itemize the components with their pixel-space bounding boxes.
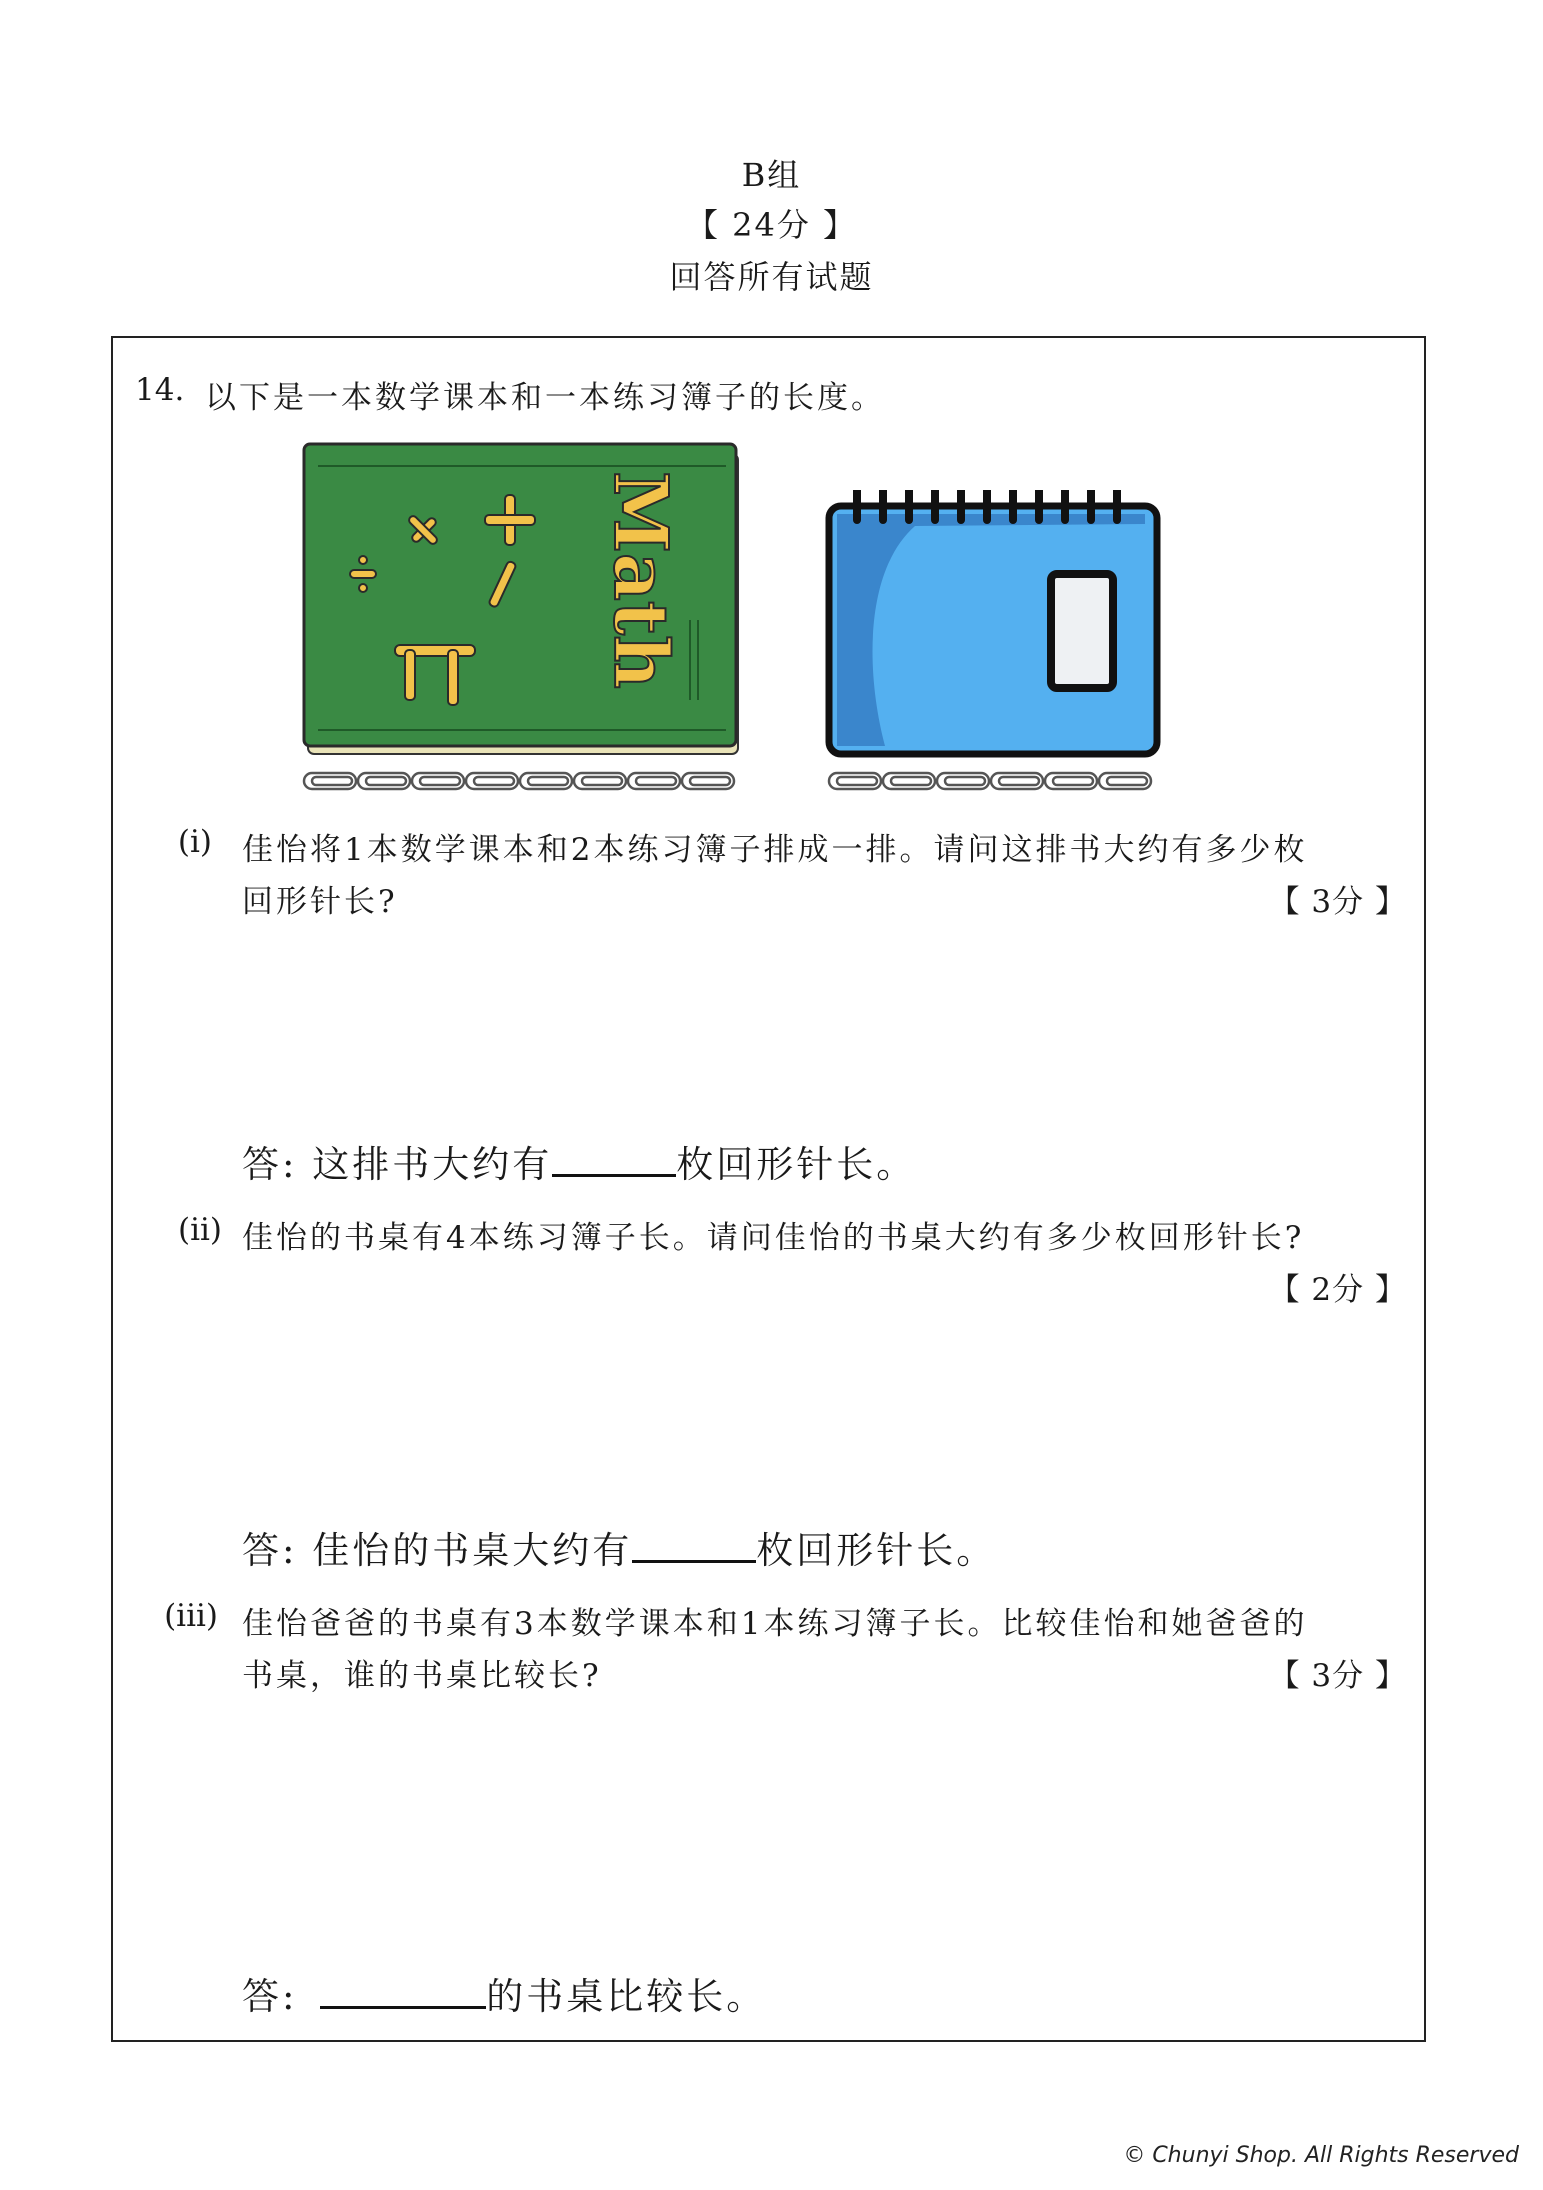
part-i-line2: 回形针长? [242, 884, 398, 920]
part-iii-marks: 【 3分 】 [1268, 1658, 1407, 1694]
answer-text-before: 这排书大约有 [312, 1143, 553, 1186]
answer-prefix: 答: [242, 1529, 298, 1572]
answer-prefix: 答: [242, 1143, 298, 1186]
part-ii-label: (ii) [177, 1212, 222, 1248]
math-book-paperclip-row [302, 770, 740, 792]
copyright-footer: © Chunyi Shop. All Rights Reserved [1123, 2143, 1519, 2168]
part-iii-line1: 佳怡爸爸的书桌有3本数学课本和1本练习簿子长。比较佳怡和她爸爸的 [242, 1606, 1308, 1642]
question-stem: 以下是一本数学课本和一本练习簿子的长度。 [205, 380, 885, 416]
part-i-label: (i) [177, 824, 212, 860]
paperclip-icon [304, 773, 734, 789]
part-i-marks: 【 3分 】 [1268, 884, 1407, 920]
notebook-paperclip-row [827, 770, 1159, 792]
part-iii-text [242, 1598, 1392, 1702]
answer-blank[interactable] [320, 1998, 486, 2009]
part-iii-label: (iii) [164, 1598, 218, 1634]
part-ii-answer [242, 1520, 996, 1574]
spiral-notebook-icon [825, 490, 1165, 760]
answer-text-before: 佳怡的书桌大约有 [312, 1529, 633, 1572]
paperclip-icon [829, 773, 1151, 789]
part-i-answer [242, 1134, 916, 1188]
part-i-line1: 佳怡将1本数学课本和2本练习簿子排成一排。请问这排书大约有多少枚 [242, 832, 1308, 868]
answer-blank[interactable] [552, 1166, 676, 1177]
answer-text-after: 的书桌比较长。 [486, 1975, 767, 2018]
section-marks: 【 24分 】 [685, 206, 858, 244]
part-i-text [242, 824, 1392, 928]
part-iii-answer [242, 1966, 766, 2020]
math-textbook-icon [300, 440, 745, 760]
answer-text-after: 枚回形针长。 [676, 1143, 917, 1186]
part-iii-line2: 书桌，谁的书桌比较长? [242, 1658, 602, 1694]
part-ii-line1: 佳怡的书桌有4本练习簿子长。请问佳怡的书桌大约有多少枚回形针长? [242, 1220, 1305, 1256]
section-title: B组 [741, 156, 802, 194]
part-ii-marks: 【 2分 】 [1268, 1272, 1407, 1308]
question-number: 14. [135, 372, 185, 408]
section-instruction: 回答所有试题 [669, 258, 874, 296]
answer-text-after: 枚回形针长。 [756, 1529, 997, 1572]
answer-prefix: 答: [242, 1975, 298, 2018]
part-ii-text [242, 1212, 1392, 1264]
math-cover-text: Math [597, 471, 683, 689]
answer-blank[interactable] [632, 1552, 756, 1563]
